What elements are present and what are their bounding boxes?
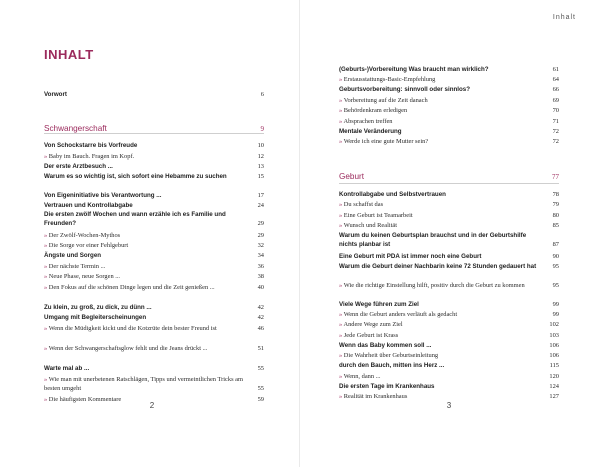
toc-page-number: 40: [257, 284, 264, 291]
toc-page-number: 17: [257, 192, 264, 199]
toc-entry: [339, 191, 559, 200]
toc-entry-title: Warum es so wichtig ist, sich sofort eine Hebamme zu suchen: [44, 173, 227, 180]
toc-entry: [339, 263, 559, 272]
guillemet-marker-icon: »: [339, 311, 344, 318]
toc-page-number: 95: [552, 263, 559, 270]
toc-page-number: 106: [549, 352, 559, 359]
toc-entry: [44, 142, 264, 151]
toc-page-number: 78: [552, 191, 559, 198]
toc-entry: [44, 211, 264, 228]
toc-entry-title: Die ersten zwölf Wochen und wann erzähle ich es Familie und Freunden?: [44, 211, 226, 227]
toc-entry-title: Geburt: [339, 172, 365, 181]
toc-entry-title: Der Zwölf-Wochen-Mythos: [48, 232, 121, 239]
toc-page-number: 66: [552, 86, 559, 93]
guillemet-marker-icon: »: [44, 242, 49, 249]
toc-page-number: 70: [552, 107, 559, 114]
guillemet-marker-icon: »: [339, 201, 344, 208]
toc-page-number: 77: [552, 173, 559, 181]
right-page: [300, 0, 600, 467]
toc-entry-title: Realität im Krankenhaus: [343, 393, 408, 400]
toc-entry: [339, 311, 559, 320]
section-divider: [44, 133, 264, 134]
toc-page-number: 72: [552, 128, 559, 135]
toc-entry: [339, 66, 559, 75]
toc-entry-title: Du schaffst das: [343, 201, 384, 208]
toc-page-number: 55: [257, 384, 264, 392]
guillemet-marker-icon: »: [44, 153, 49, 160]
toc-entry: [339, 362, 559, 371]
toc-page-number: 29: [257, 219, 264, 227]
toc-entry: [44, 273, 264, 282]
toc-entry: [339, 118, 559, 127]
toc-entry: [339, 76, 559, 85]
toc-entry-title: Warte mal ab ...: [44, 365, 90, 372]
toc-entry-title: Warum die Geburt deiner Nachbarin keine 72 Stunden gedauert hat: [339, 263, 537, 270]
guillemet-marker-icon: »: [339, 118, 344, 125]
toc-page-number: 32: [257, 242, 264, 249]
toc-entry-title: Wenn das Baby kommen soll ...: [339, 342, 432, 349]
toc-entry-title: Schwangerschaft: [44, 124, 107, 133]
toc-entry-title: Die Sorge vor einer Fehlgeburt: [48, 242, 129, 249]
toc-entry: [339, 332, 559, 341]
toc-entry-title: Mentale Veränderung: [339, 128, 402, 135]
guillemet-marker-icon: »: [339, 332, 344, 339]
right-page-number: 3: [446, 401, 452, 410]
toc-entry: [339, 212, 559, 221]
toc-page-number: 124: [549, 383, 559, 390]
guillemet-marker-icon: »: [44, 325, 49, 332]
toc-entry-title: Eine Geburt mit PDA ist immer noch eine Geburt: [339, 253, 482, 260]
toc-entry-title: Erstausstattungs-Basic-Empfehlung: [343, 76, 436, 83]
guillemet-marker-icon: »: [339, 352, 344, 359]
guillemet-marker-icon: »: [44, 263, 49, 270]
toc-entry: [339, 253, 559, 262]
toc-page-number: 71: [552, 118, 559, 125]
toc-page-number: 24: [257, 202, 264, 209]
toc-entry: [339, 97, 559, 106]
toc-entry-title: Der nächste Termin ...: [48, 263, 106, 270]
toc-entry: [339, 301, 559, 310]
toc-page-number: 87: [552, 240, 559, 248]
toc-page-number: 59: [257, 396, 264, 403]
toc-entry-title: Umgang mit Begleiterscheinungen: [44, 314, 147, 321]
toc-entry-title: Die ersten Tage im Krankenhaus: [339, 383, 435, 390]
toc-entry: [339, 232, 559, 249]
toc-entry: [339, 321, 559, 330]
toc-page-number: 15: [257, 173, 264, 180]
toc-entry: [44, 163, 264, 172]
toc-page-number: 106: [549, 342, 559, 349]
toc-entry: [44, 314, 264, 323]
toc-entry: [339, 86, 559, 95]
toc-entry: [339, 282, 559, 291]
toc-entry: [44, 284, 264, 293]
toc-page-number: 46: [257, 325, 264, 332]
toc-entry-title: Der erste Arztbesuch ...: [44, 163, 113, 170]
toc-entry-title: Die Wahrheit über Geburtseinleitung: [343, 352, 439, 359]
toc-entry: [339, 352, 559, 361]
toc-entry-title: Kontrollabgabe und Selbstvertrauen: [339, 191, 446, 198]
toc-entry-title: Wie die richtige Einstellung hilft, positiv durch die Geburt zu kommen: [343, 282, 525, 289]
left-page-number: 2: [149, 401, 155, 410]
toc-entry: [339, 107, 559, 116]
toc-entry-title: durch den Bauch, mitten ins Herz ...: [339, 362, 445, 369]
guillemet-marker-icon: »: [339, 212, 344, 219]
running-head: Inhalt: [552, 14, 576, 21]
guillemet-marker-icon: »: [339, 138, 344, 145]
toc-entry: [44, 153, 264, 162]
toc-page-number: 61: [552, 66, 559, 73]
toc-entry-title: Werde ich eine gute Mutter sein?: [343, 138, 429, 145]
section-divider: [339, 183, 559, 184]
toc-entry: [44, 202, 264, 211]
toc-entry-title: Geburtsvorbereitung: sinnvoll oder sinnlos?: [339, 86, 470, 93]
toc-entry: [44, 325, 264, 334]
toc-entry-title: Von Schockstarre bis Vorfreude: [44, 142, 138, 149]
toc-page-number: 95: [552, 282, 559, 289]
toc-page-number: 12: [257, 153, 264, 160]
toc-page-number: 72: [552, 138, 559, 145]
guillemet-marker-icon: »: [339, 222, 344, 229]
toc-entry-title: (Geburts-)Vorbereitung Was braucht man wirklich?: [339, 66, 489, 73]
toc-entry-title: Eine Geburt ist Teamarbeit: [343, 212, 413, 219]
toc-entry: [339, 138, 559, 147]
toc-entry-title: Baby im Bauch. Fragen im Kopf.: [48, 153, 135, 160]
toc-entry-title: Wenn die Geburt anders verläuft als gedacht: [343, 311, 458, 318]
toc-page-number: 102: [549, 321, 559, 328]
toc-entry-title: Zu klein, zu groß, zu dick, zu dünn ...: [44, 304, 152, 311]
toc-entry-title: Vorbereitung auf die Zeit danach: [343, 97, 428, 104]
toc-entry: [339, 342, 559, 351]
toc-entry-title: Vertrauen und Kontrollabgabe: [44, 202, 133, 209]
toc-page-number: 10: [257, 142, 264, 149]
toc-page-number: 51: [257, 345, 264, 352]
toc-page-number: 99: [552, 301, 559, 308]
toc-entry-title: Den Fokus auf die schönen Dinge legen und die Zeit genießen ...: [48, 284, 215, 291]
toc-page-number: 64: [552, 76, 559, 83]
toc-entry: [339, 201, 559, 210]
toc-entry: [44, 345, 264, 354]
toc-entry: [339, 373, 559, 382]
toc-page-number: 120: [549, 373, 559, 380]
toc-page-number: 115: [549, 362, 559, 369]
toc-entry: [44, 252, 264, 261]
toc-entry-title: Wenn der Schwangerschaftsglow fehlt und die Jeans drückt ...: [48, 345, 208, 352]
toc-entry: [339, 128, 559, 137]
toc-page-number: 79: [552, 201, 559, 208]
toc-page-number: 38: [257, 273, 264, 280]
toc-entry-title: Die häufigsten Kommentare: [48, 396, 122, 403]
toc-entry-title: Wenn, dann ...: [343, 373, 381, 380]
toc-entry: [44, 232, 264, 241]
guillemet-marker-icon: »: [44, 396, 49, 403]
toc-entry-title: Wunsch und Realität: [343, 222, 398, 229]
toc-entry-title: Jede Geburt ist Krass: [343, 332, 399, 339]
toc-page-number: 103: [549, 332, 559, 339]
toc-entry-title: Von Eigeninitiative bis Verantwortung ...: [44, 192, 162, 199]
guillemet-marker-icon: »: [44, 376, 49, 383]
guillemet-marker-icon: »: [339, 373, 344, 380]
guillemet-marker-icon: »: [339, 393, 344, 400]
toc-entry: [339, 383, 559, 392]
guillemet-marker-icon: »: [44, 345, 49, 352]
toc-entry-title: Ängste und Sorgen: [44, 252, 102, 259]
toc-page-number: 90: [552, 253, 559, 260]
guillemet-marker-icon: »: [44, 273, 49, 280]
guillemet-marker-icon: »: [339, 282, 344, 289]
toc-entry: [44, 91, 264, 100]
toc-page-number: 34: [257, 252, 264, 259]
toc-entry: [44, 365, 264, 374]
toc-entry-title: Wie man mit unerbetenen Ratschlägen, Tipps und vermeintlichen Tricks am besten umgeht: [44, 376, 243, 392]
toc-entry-title: Wenn die Müdigkeit kickt und die Kotzrüte dein bester Freund ist: [48, 325, 217, 332]
toc-entry-title: Vorwort: [44, 91, 67, 98]
guillemet-marker-icon: »: [339, 321, 344, 328]
toc-page-number: 69: [552, 97, 559, 104]
toc-page-number: 80: [552, 212, 559, 219]
toc-entry: [44, 242, 264, 251]
toc-entry: [44, 192, 264, 201]
toc-page-number: 55: [257, 365, 264, 372]
guillemet-marker-icon: »: [339, 107, 344, 114]
toc-entry-title: Viele Wege führen zum Ziel: [339, 301, 419, 308]
guillemet-marker-icon: »: [44, 284, 49, 291]
toc-entry-title: Absprachen treffen: [343, 118, 393, 125]
toc-entry: [44, 263, 264, 272]
toc-page-number: 127: [549, 393, 559, 400]
toc-entry-title: Andere Wege zum Ziel: [343, 321, 403, 328]
toc-title: INHALT: [44, 47, 94, 62]
toc-page-number: 29: [257, 232, 264, 239]
toc-page-number: 9: [260, 125, 264, 133]
toc-entry: [44, 173, 264, 182]
toc-entry-title: Behördenkram erledigen: [343, 107, 408, 114]
toc-entry-title: Warum du keinen Geburtsplan brauchst und in der Geburtshilfe nichts planbar ist: [339, 232, 527, 248]
toc-entry: [44, 304, 264, 313]
guillemet-marker-icon: »: [339, 76, 344, 83]
toc-page-number: 85: [552, 222, 559, 229]
toc-page-number: 13: [257, 163, 264, 170]
toc-section-heading: [339, 172, 559, 182]
toc-entry: [44, 376, 264, 393]
guillemet-marker-icon: »: [44, 232, 49, 239]
toc-page-number: 42: [257, 314, 264, 321]
toc-entry-title: Neue Phase, neue Sorgen ...: [48, 273, 121, 280]
toc-page-number: 42: [257, 304, 264, 311]
toc-page-number: 99: [552, 311, 559, 318]
toc-page-number: 6: [260, 91, 264, 98]
guillemet-marker-icon: »: [339, 97, 344, 104]
toc-page-number: 36: [257, 263, 264, 270]
toc-entry: [339, 222, 559, 231]
